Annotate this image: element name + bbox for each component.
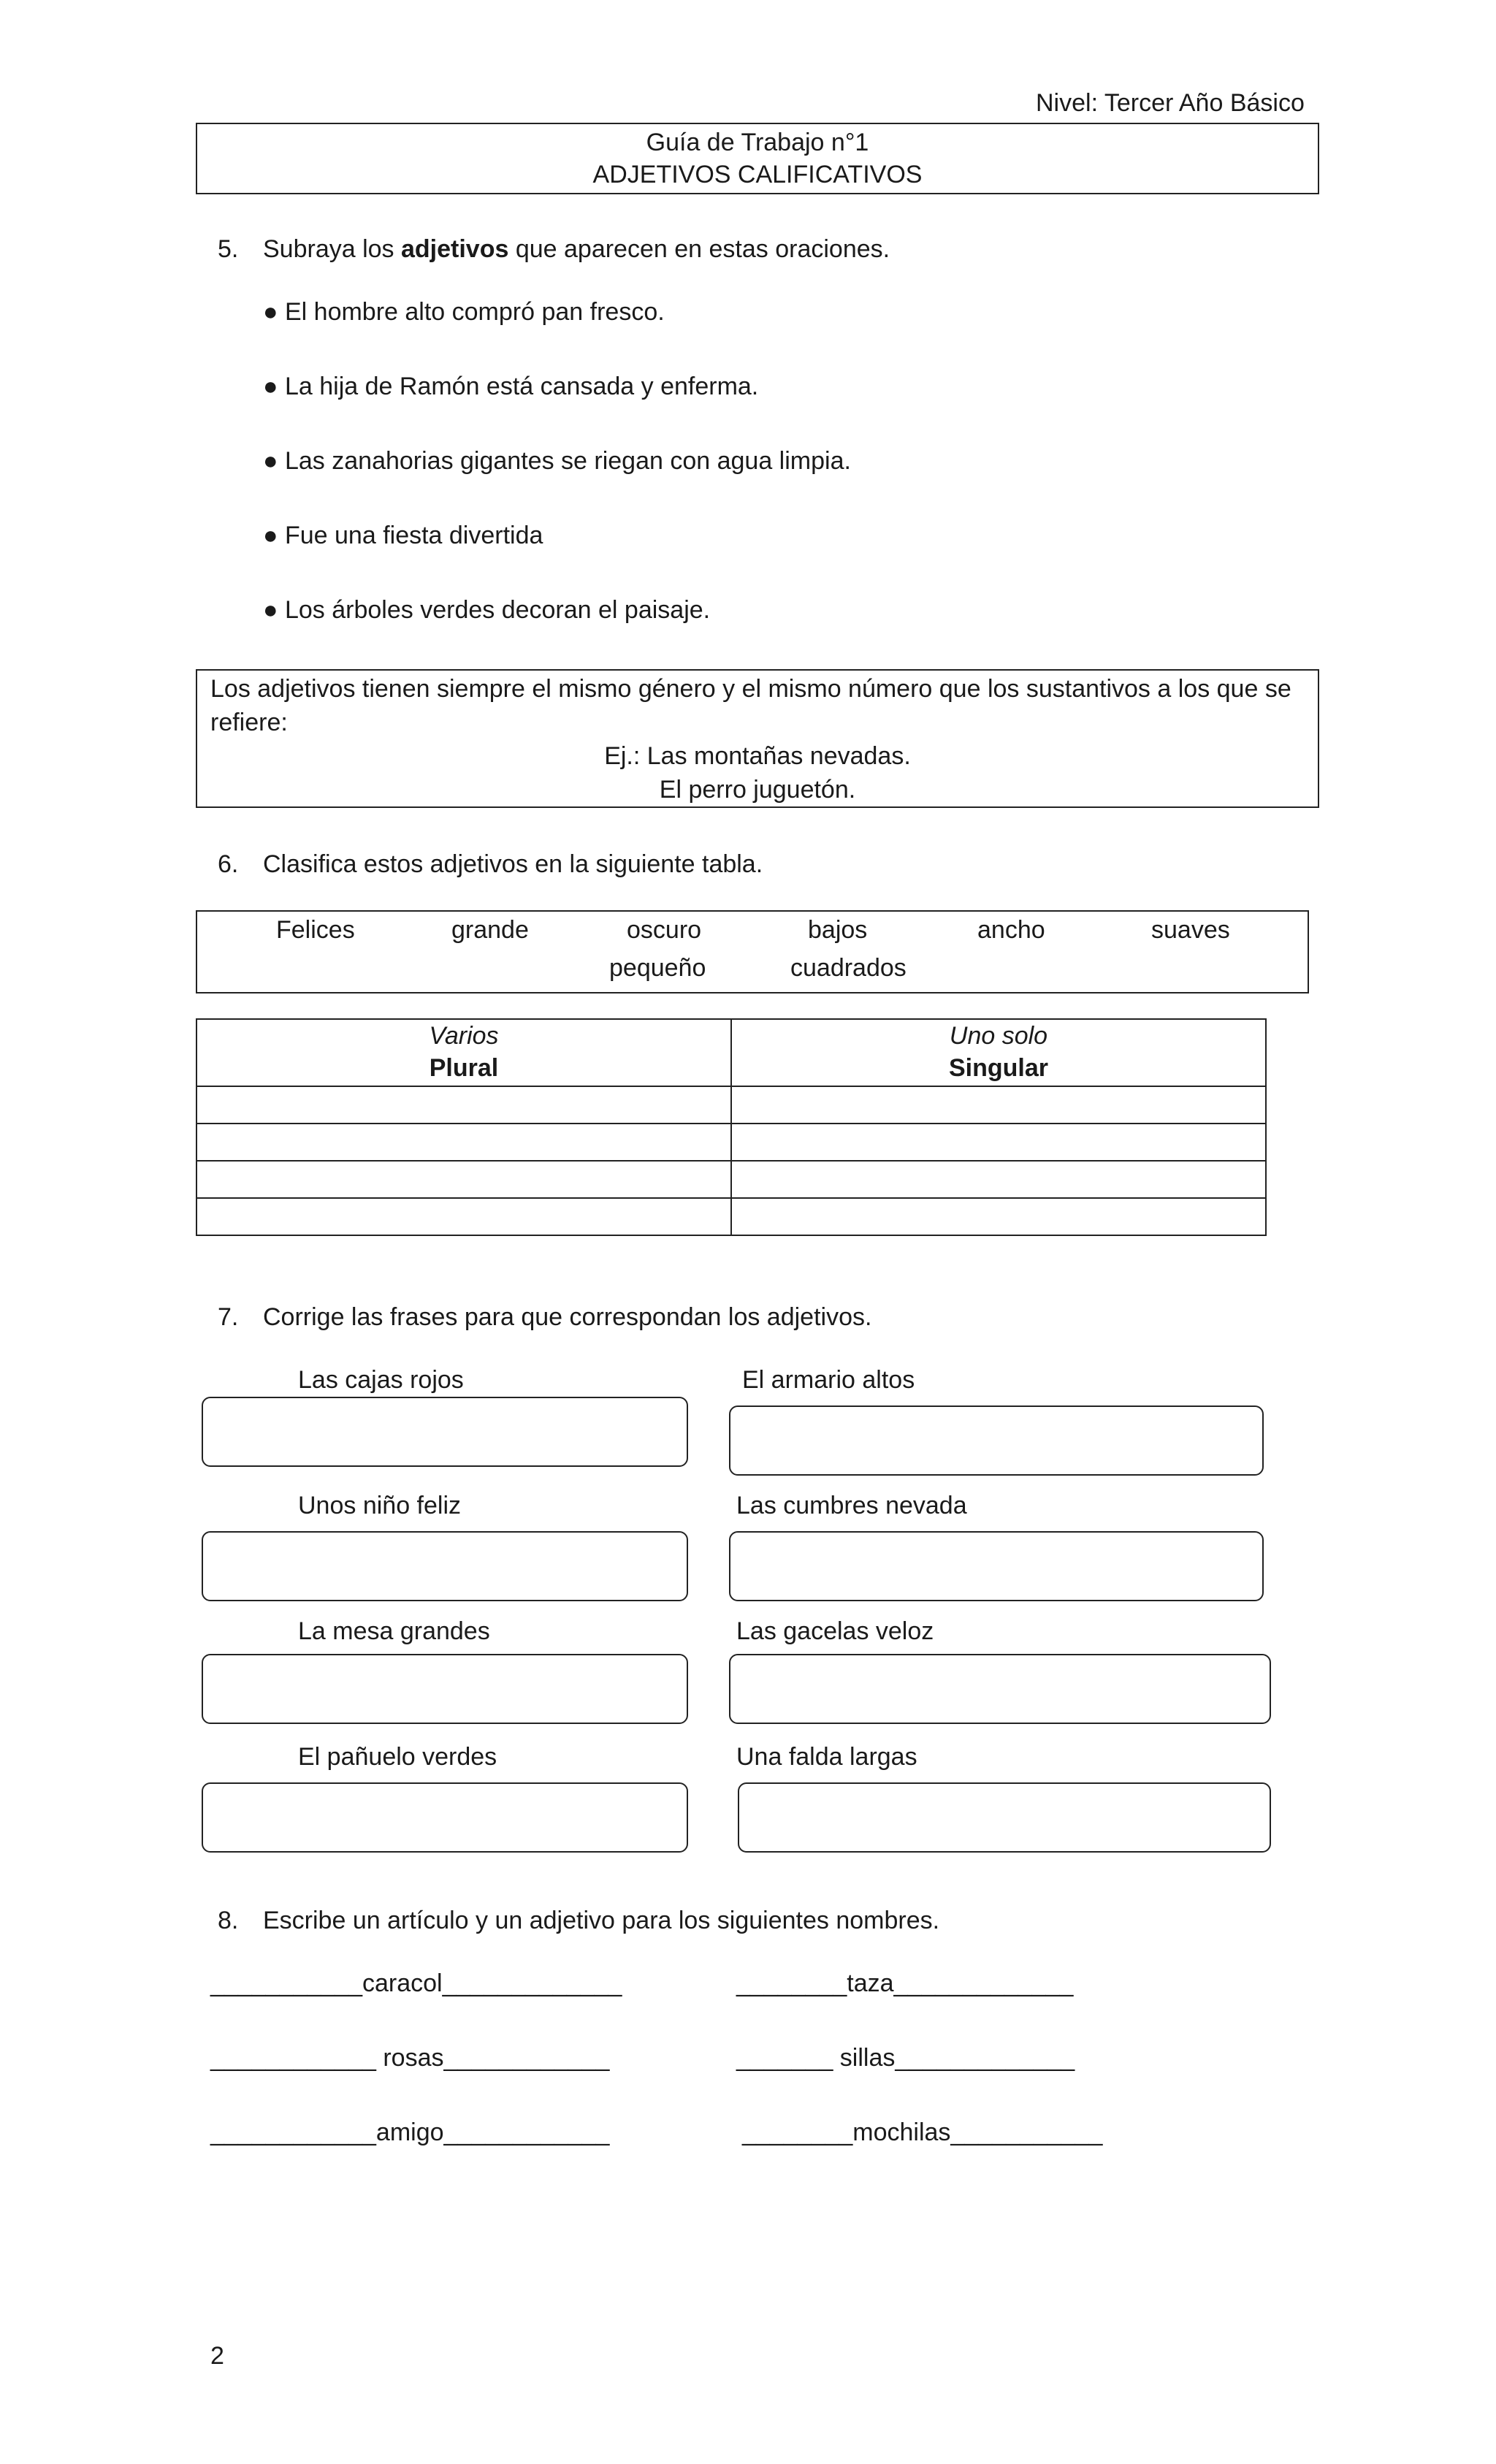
- table-cell[interactable]: [731, 1124, 1266, 1161]
- q5-sentence: ● El hombre alto compró pan fresco.: [263, 298, 665, 326]
- word-bank-word: Felices: [276, 916, 355, 944]
- q7-phrase-right: El armario altos: [742, 1366, 915, 1394]
- q8-fill-left[interactable]: ____________ rosas____________: [210, 2044, 610, 2072]
- answer-box[interactable]: [729, 1654, 1271, 1724]
- word-bank-word: cuadrados: [790, 954, 907, 982]
- q5-sentence: ● Los árboles verdes decoran el paisaje.: [263, 596, 711, 624]
- answer-box[interactable]: [202, 1654, 688, 1724]
- page-number: 2: [210, 2342, 224, 2370]
- word-bank-word: ancho: [977, 916, 1045, 944]
- answer-box[interactable]: [729, 1405, 1264, 1476]
- note-example1: Ej.: Las montañas nevadas.: [604, 742, 911, 770]
- q8-fill-left[interactable]: ___________caracol_____________: [210, 1969, 622, 1997]
- word-bank-word: suaves: [1151, 916, 1230, 944]
- answer-box[interactable]: [202, 1531, 688, 1601]
- q7-phrase-right: Las gacelas veloz: [736, 1617, 934, 1645]
- q5-sentence: ● La hija de Ramón está cansada y enferma.: [263, 373, 759, 400]
- level-label: Nivel: Tercer Año Básico: [1036, 89, 1305, 117]
- plural-header-bottom: Plural: [429, 1054, 499, 1082]
- q5-instruction: [263, 235, 890, 264]
- q5-sentence: ● Fue una fiesta divertida: [263, 522, 543, 549]
- q7-number: 7.: [218, 1303, 239, 1331]
- word-bank-word: bajos: [808, 916, 868, 944]
- q8-fill-right[interactable]: _______ sillas_____________: [736, 2044, 1075, 2072]
- q7-phrase-right: Una falda largas: [736, 1743, 917, 1771]
- singular-header-top: Uno solo: [949, 1022, 1048, 1050]
- q5-number: 5.: [218, 235, 239, 263]
- q6-number: 6.: [218, 850, 239, 878]
- q5-sentence: ● Las zanahorias gigantes se riegan con agua limpia.: [263, 447, 851, 475]
- q7-instruction: Corrige las frases para que correspondan los adjetivos.: [263, 1303, 872, 1331]
- plural-header-top: Varios: [429, 1022, 499, 1050]
- q8-instruction: Escribe un artículo y un adjetivo para los siguientes nombres.: [263, 1907, 940, 1934]
- guide-title: Guía de Trabajo n°1: [646, 129, 869, 156]
- topic-title: ADJETIVOS CALIFICATIVOS: [592, 161, 923, 188]
- word-bank-word: oscuro: [627, 916, 702, 944]
- q8-fill-right[interactable]: ________taza_____________: [736, 1969, 1074, 1997]
- table-cell[interactable]: [196, 1124, 731, 1161]
- answer-box[interactable]: [738, 1782, 1271, 1853]
- q8-number: 8.: [218, 1907, 239, 1934]
- table-cell[interactable]: [196, 1198, 731, 1235]
- note-box: [196, 669, 1319, 808]
- q7-phrase-left: Unos niño feliz: [298, 1492, 462, 1519]
- note-line1: Los adjetivos tienen siempre el mismo género y el mismo número que los sustantivos a los que se: [210, 675, 1291, 703]
- table-cell[interactable]: [731, 1198, 1266, 1235]
- q8-fill-right[interactable]: ________mochilas___________: [742, 2118, 1103, 2146]
- note-line2: refiere:: [210, 709, 288, 736]
- answer-box[interactable]: [729, 1531, 1264, 1601]
- table-cell[interactable]: [731, 1161, 1266, 1198]
- answer-box[interactable]: [202, 1782, 688, 1853]
- word-bank-word: grande: [451, 916, 529, 944]
- word-bank-word: pequeño: [609, 954, 706, 982]
- answer-box[interactable]: [202, 1397, 688, 1467]
- note-example2: El perro juguetón.: [659, 776, 856, 804]
- q7-phrase-left: La mesa grandes: [298, 1617, 490, 1645]
- q7-phrase-right: Las cumbres nevada: [736, 1492, 967, 1519]
- singular-header: [731, 1019, 1266, 1086]
- title-box: [196, 123, 1319, 194]
- q5-text-post: que aparecen en estas oraciones.: [508, 235, 890, 263]
- singular-header-bottom: Singular: [948, 1054, 1049, 1082]
- table-cell[interactable]: [196, 1086, 731, 1124]
- q7-phrase-left: Las cajas rojos: [298, 1366, 464, 1394]
- q5-text-bold: adjetivos: [401, 235, 509, 263]
- table-cell[interactable]: [196, 1161, 731, 1198]
- classification-table: [196, 1018, 1267, 1236]
- q5-text-pre: Subraya los: [263, 235, 401, 263]
- q6-instruction: Clasifica estos adjetivos en la siguiente tabla.: [263, 850, 763, 878]
- word-bank: [196, 910, 1309, 993]
- plural-header: [196, 1019, 731, 1086]
- q8-fill-left[interactable]: ____________amigo____________: [210, 2118, 610, 2146]
- q7-phrase-left: El pañuelo verdes: [298, 1743, 497, 1771]
- table-cell[interactable]: [731, 1086, 1266, 1124]
